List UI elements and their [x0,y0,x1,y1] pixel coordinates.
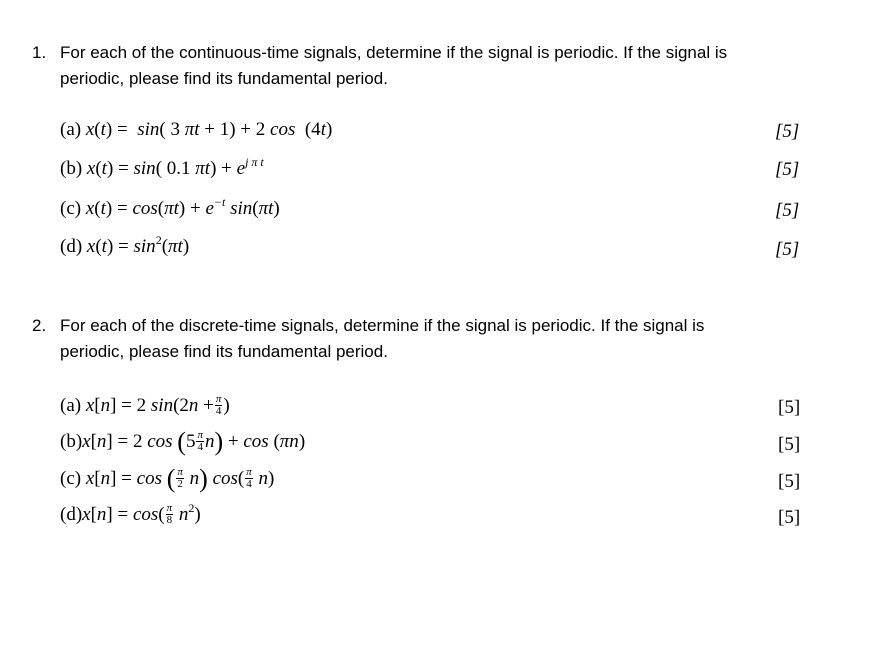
question-1-number: 1. [32,43,47,62]
q1-c-exponent: −t [213,195,226,209]
q1-part-a-label: (a) [60,119,82,140]
q2-part-d-mark: [5] [778,507,801,528]
question-1-text [60,40,800,92]
q1-part-a-equation: (a) x(t) = sin( 3 πt + 1) + 2 cos (4t) [60,119,333,140]
question-1-line-2: periodic, please find its fundamental period. [60,69,388,88]
q1-part-d-label: (d) [60,236,83,257]
q1-part-b-equation: (b) x(t) = sin( 0.1 $\pi t) + e^{j \pi t}$ [60,155,264,179]
q2-part-b-label: (b) [60,431,83,452]
question-2-line-1: For each of the discrete-time signals, determine if the signal is periodic. If the signal is [60,316,705,335]
question-1-prompt [32,40,832,92]
q1-part-c-label: (c) [60,198,82,219]
q1-part-b-mark: [5] [775,159,800,180]
q2-part-a-equation: (a) x[n] = 2 sin(2n + $\frac{\pi}{4}$ ) [60,393,230,418]
q2-a-fraction: $\frac{\pi}{4}$ [215,393,222,418]
q2-part-d-label: (d) [60,504,83,525]
q2-d-fraction: $\frac{\pi}{8}$ [166,502,173,527]
q2-part-d-equation: (d)x[n] = cos( $\frac{\pi}{8}$ $n^2$) [60,501,201,527]
q2-part-b-mark: [5] [778,434,801,455]
q2-part-c-equation: (c) x[n] = cos ( $\frac{\pi}{2}$ n) cos( $\frac{\pi}{4}$ n) [60,464,275,493]
q2-c-fraction-2: $\frac{\pi}{4}$ [246,466,252,491]
q1-part-a-mark: [5] [775,121,800,142]
q1-part-b-label: (b) [60,158,83,179]
q1-part-c-mark: [5] [775,200,800,221]
question-2-prompt [32,313,832,365]
question-2-text [60,313,800,365]
question-2-line-2: periodic, please find its fundamental period. [60,342,388,361]
question-2-number: 2. [32,316,47,335]
question-1-line-1: For each of the continuous-time signals, determine if the signal is periodic. If the signal is [60,43,728,62]
q1-d-square: 2 [155,233,162,247]
q2-part-a-label: (a) [60,395,82,416]
q1-part-d-equation: (d) $x(t) = \sin^2(\pi t)$ [60,233,190,257]
q2-c-fraction-1: $\frac{\pi}{2}$ [177,466,183,491]
q1-part-d-mark: [5] [775,239,800,260]
q2-b-fraction: $\frac{\pi}{4}$ [197,429,203,454]
q2-part-c-mark: [5] [778,471,801,492]
q2-d-square: 2 [188,501,195,515]
q2-part-a-mark: [5] [778,397,801,418]
q2-part-c-label: (c) [60,468,82,489]
q1-part-c-equation: (c) $x(t) = \cos(\pi t) + e^{-t}$ sin(πt) [60,195,280,219]
q1-b-exponent: j π t [245,155,264,169]
q2-part-b-equation: (b)x[n] = 2 cos (5 $\frac{\pi}{4}$ n) + cos (πn) [60,427,306,456]
